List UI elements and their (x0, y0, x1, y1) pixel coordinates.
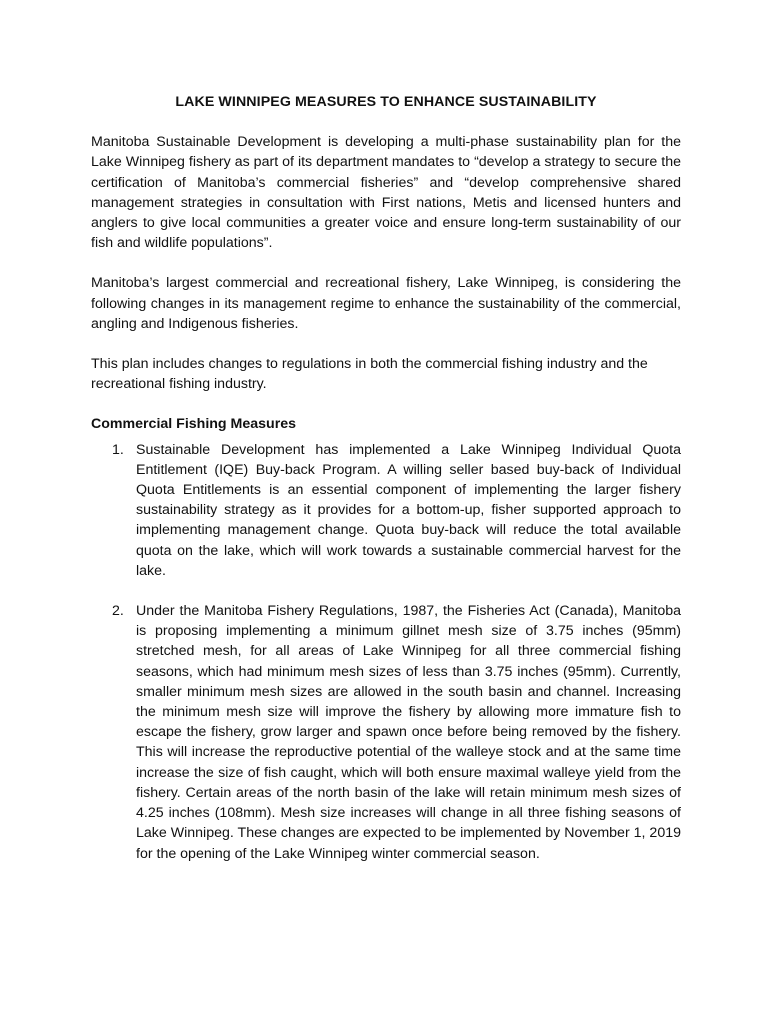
list-item (91, 601, 681, 864)
document-title: LAKE WINNIPEG MEASURES TO ENHANCE SUSTAINABILITY (175, 94, 597, 110)
list-item-text: Sustainable Development has implemented a Lake Winnipeg Individual Quota Entitlement (IQE) Buy-back Program. A willing seller based buy-back of Individual Quota Entitlements is an essential component of implementing the larger fishery sustainability strategy as it provides for a bottom-up, fisher supported approach to implementing management change. Quota buy-back will reduce the total available quota on the lake, which will work towards a sustainable commercial harvest for the lake. (136, 441, 681, 579)
intro-paragraph: Manitoba Sustainable Development is developing a multi-phase sustainability plan for the Lake Winnipeg fishery as part of its department mandates to “develop a strategy to secure the certification of Manitoba’s commercial fisheries” and “develop comprehensive shared management strategies in consultation with First nations, Metis and licensed hunters and anglers to give local communities a greater voice and ensure long-term sustainability of our fish and wildlife populations”. (91, 134, 681, 252)
context-paragraph: Manitoba’s largest commercial and recreational fishery, Lake Winnipeg, is considering the following changes in its management regime to enhance the sustainability of the commercial, angling and Indigenous fisheries. (91, 275, 681, 332)
list-item-number: 2. (112, 603, 124, 620)
list-item-number: 1. (112, 441, 124, 458)
list-item-text: Under the Manitoba Fishery Regulations, 1987, the Fisheries Act (Canada), Manitoba is proposing implementing a minimum gillnet mesh size of 3.75 inches (95mm) stretched mesh, for all areas of Lake Winnipeg for all three commercial fishing seasons, which had minimum mesh sizes of less than 3.75 inches (95mm). Currently, smaller minimum mesh sizes are allowed in the south basin and channel. Increasing the minimum mesh size will improve the fishery by allowing more immature fish to escape the fishery, grow larger and spawn once before being removed by the fishery. This will increase the reproductive potential of the walleye stock and at the same time increase the size of fish caught, which will both ensure maximal walleye yield from the fishery. Certain areas of the north basin of the lake will retain minimum mesh sizes of 4.25 inches (108mm). Mesh size increases will change in all three fishing seasons of Lake Winnipeg. These changes are expected to be implemented by November 1, 2019 for the opening of the Lake Winnipeg winter commercial season. (136, 603, 681, 862)
section-heading: Commercial Fishing Measures (91, 416, 296, 433)
scope-paragraph: This plan includes changes to regulations in both the commercial fishing industry and the recreational fishing industry. (91, 356, 648, 393)
document-page (91, 92, 681, 884)
measures-list (91, 440, 681, 864)
list-item (91, 440, 681, 581)
